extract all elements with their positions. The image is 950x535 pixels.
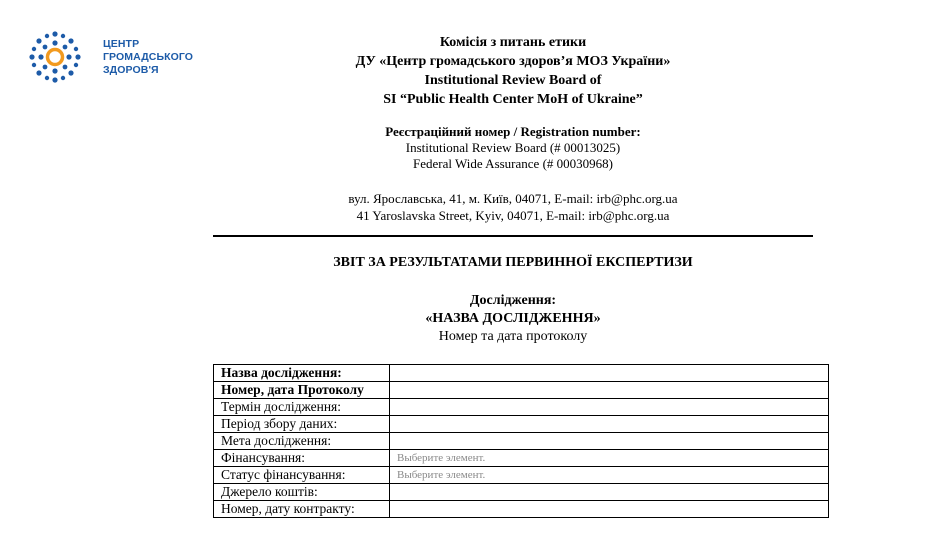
table-row [214, 416, 829, 433]
report-title: ЗВІТ ЗА РЕЗУЛЬТАТАМИ ПЕРВИННОЇ ЕКСПЕРТИЗИ [333, 255, 693, 270]
header-line: Institutional Review Board of [424, 73, 602, 88]
funding-dropdown[interactable]: Выберите элемент. [390, 450, 829, 467]
row-label: Період збору даних: [214, 416, 390, 433]
table-row [214, 467, 829, 484]
header-line: SI “Public Health Center MoH of Ukraine” [383, 92, 643, 107]
table-row [214, 382, 829, 399]
study-goal-field[interactable] [390, 433, 829, 450]
data-period-field[interactable] [390, 416, 829, 433]
row-label: Термін дослідження: [214, 399, 390, 416]
address-ua: вул. Ярославська, 41, м. Київ, 04071, E-mail: irb@phc.org.ua [348, 191, 678, 206]
table-row [214, 433, 829, 450]
study-name-field[interactable] [390, 365, 829, 382]
funding-source-field[interactable] [390, 484, 829, 501]
funding-status-dropdown[interactable]: Выберите элемент. [390, 467, 829, 484]
table-row [214, 450, 829, 467]
address-block [213, 190, 813, 224]
logo-text [103, 38, 193, 77]
logo-line: ЗДОРОВ'Я [103, 64, 159, 76]
study-name: «НАЗВА ДОСЛІДЖЕННЯ» [425, 311, 601, 326]
row-label: Номер, дату контракту: [214, 501, 390, 518]
protocol-number-field[interactable] [390, 382, 829, 399]
logo-line: ГРОМАДСЬКОГО [103, 51, 194, 63]
table-row [214, 365, 829, 382]
fwa-number: Federal Wide Assurance (# 00030968) [413, 156, 613, 171]
row-label: Номер, дата Протоколу [214, 382, 390, 399]
contract-number-field[interactable] [390, 501, 829, 518]
protocol-caption: Номер та дата протоколу [438, 329, 588, 344]
table-row [214, 501, 829, 518]
study-term-field[interactable] [390, 399, 829, 416]
study-block [213, 292, 813, 346]
study-info-table [213, 364, 829, 518]
table-row [214, 484, 829, 501]
irb-number: Institutional Review Board (# 00013025) [405, 140, 621, 155]
header-line: Комісія з питань етики [439, 35, 587, 50]
committee-header [213, 33, 813, 109]
header-line: ДУ «Центр громадського здоров’я МОЗ України» [355, 54, 671, 69]
row-label: Статус фінансування: [214, 467, 390, 484]
logo-line: ЦЕНТР [103, 38, 140, 50]
registration-block [213, 124, 813, 172]
study-label: Дослідження: [469, 293, 557, 308]
row-label: Джерело коштів: [214, 484, 390, 501]
row-label: Фінансування: [214, 450, 390, 467]
registration-label: Реєстраційний номер / Registration number: [385, 124, 641, 139]
row-label: Мета дослідження: [214, 433, 390, 450]
table-row [214, 399, 829, 416]
organization-logo [28, 30, 198, 86]
row-label: Назва дослідження: [214, 365, 390, 382]
address-en: 41 Yaroslavska Street, Kyiv, 04071, E-mail: irb@phc.org.ua [356, 208, 670, 223]
dotted-sun-icon [28, 30, 82, 84]
header-divider [213, 235, 813, 237]
